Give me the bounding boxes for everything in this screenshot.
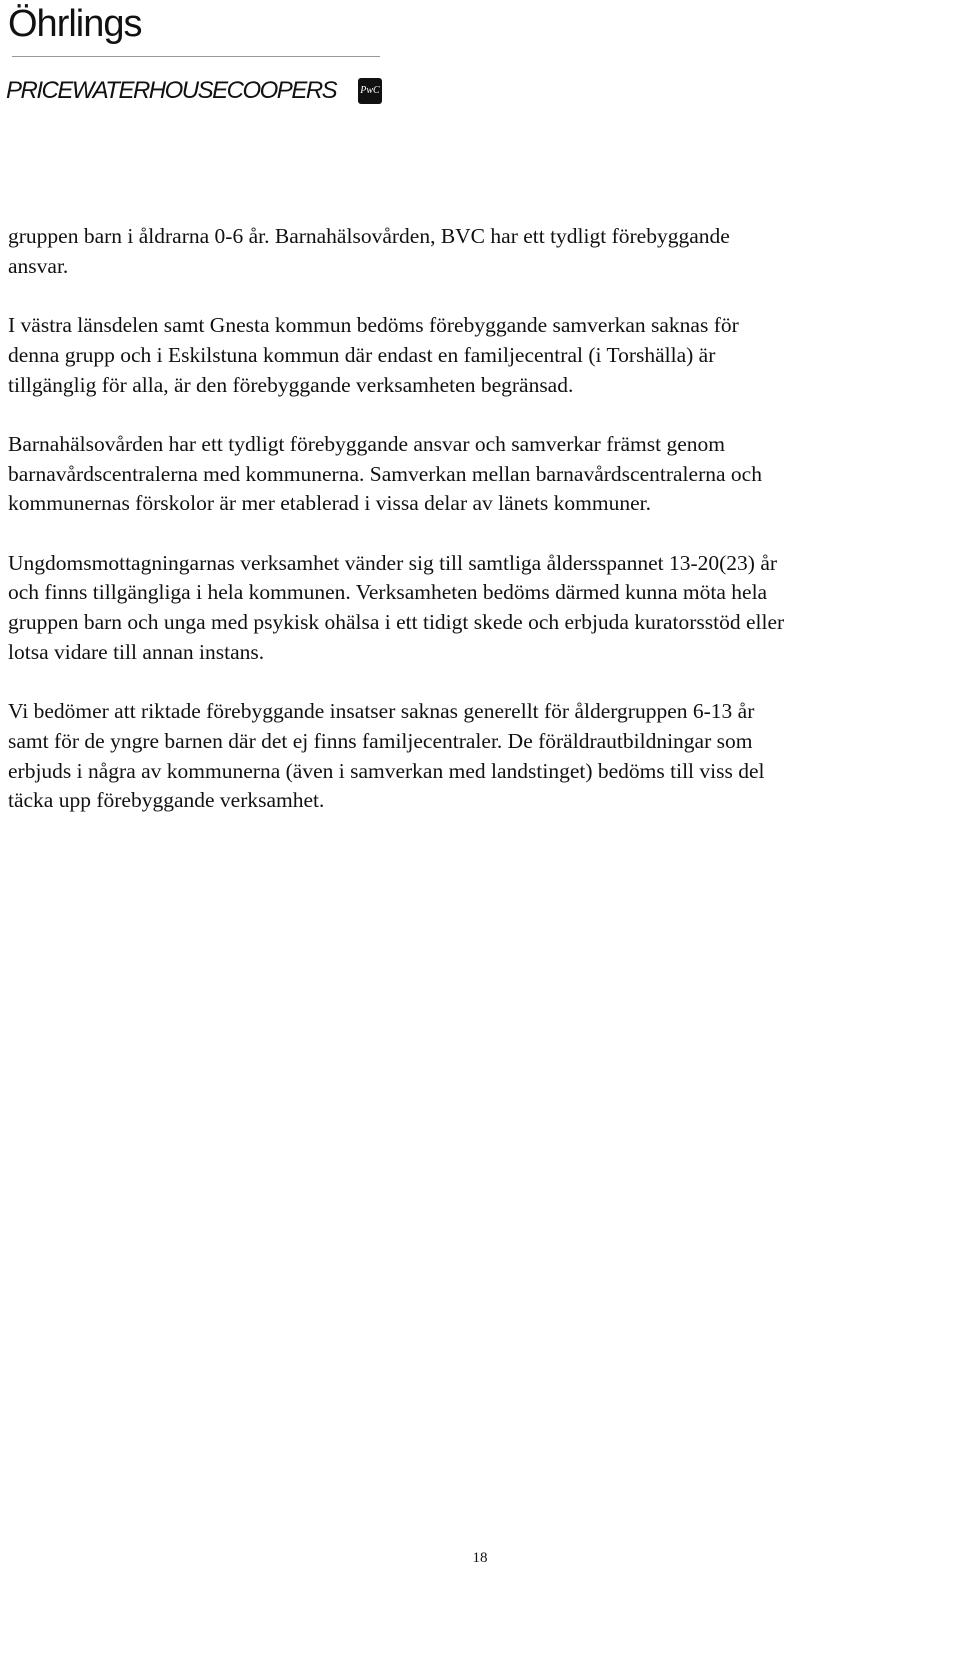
logo-divider: [12, 56, 380, 57]
text-line: ansvar.: [8, 253, 69, 278]
paragraph: [8, 697, 948, 816]
text-line: samt för de yngre barnen där det ej finns familjecentraler. De föräldrautbildningar som: [8, 728, 753, 753]
logo-seal-icon: PwC: [358, 78, 382, 104]
page-number: 18: [472, 1550, 488, 1566]
logo-ohrlings: Öhrlings: [8, 3, 142, 45]
text-line: tillgänglig för alla, är den förebyggande verksamheten begränsad.: [8, 372, 574, 397]
text-line: kommunernas förskolor är mer etablerad i vissa delar av länets kommuner.: [8, 491, 652, 516]
text-line: Vi bedömer att riktade förebyggande insatser saknas generellt för åldergruppen 6-13 år: [8, 699, 755, 724]
text-line: denna grupp och i Eskilstuna kommun där endast en familjecentral (i Torshälla) är: [8, 342, 716, 367]
paragraph: [8, 549, 948, 668]
text-line: lotsa vidare till annan instans.: [8, 639, 265, 664]
text-line: Barnahälsovården har ett tydligt förebyggande ansvar och samverkar främst genom: [8, 431, 726, 456]
text-line: täcka upp förebyggande verksamhet.: [8, 788, 325, 813]
text-line: erbjuds i några av kommunerna (även i samverkan med landstinget) bedöms till viss del: [8, 758, 765, 783]
company-logo: [6, 0, 386, 120]
paragraph: [8, 430, 948, 519]
document-body: [8, 222, 948, 846]
text-line: och finns tillgängliga i hela kommunen. Verksamheten bedöms därmed kunna möta hela: [8, 580, 768, 605]
text-line: I västra länsdelen samt Gnesta kommun bedöms förebyggande samverkan saknas för: [8, 313, 739, 338]
logo-pricewaterhousecoopers: PRICEWATERHOUSECOOPERS: [6, 77, 337, 104]
paragraph: [8, 311, 948, 400]
text-line: gruppen barn i åldrarna 0-6 år. Barnahälsovården, BVC har ett tydligt förebyggande: [8, 224, 730, 248]
paragraph: [8, 222, 948, 281]
text-line: gruppen barn och unga med psykisk ohälsa i ett tidigt skede och erbjuda kuratorsstöd eller: [8, 610, 785, 635]
text-line: Ungdomsmottagningarnas verksamhet vänder sig till samtliga åldersspannet 13-20(23) år: [8, 550, 778, 575]
text-line: barnavårdscentralerna med kommunerna. Samverkan mellan barnavårdscentralerna och: [8, 461, 762, 486]
